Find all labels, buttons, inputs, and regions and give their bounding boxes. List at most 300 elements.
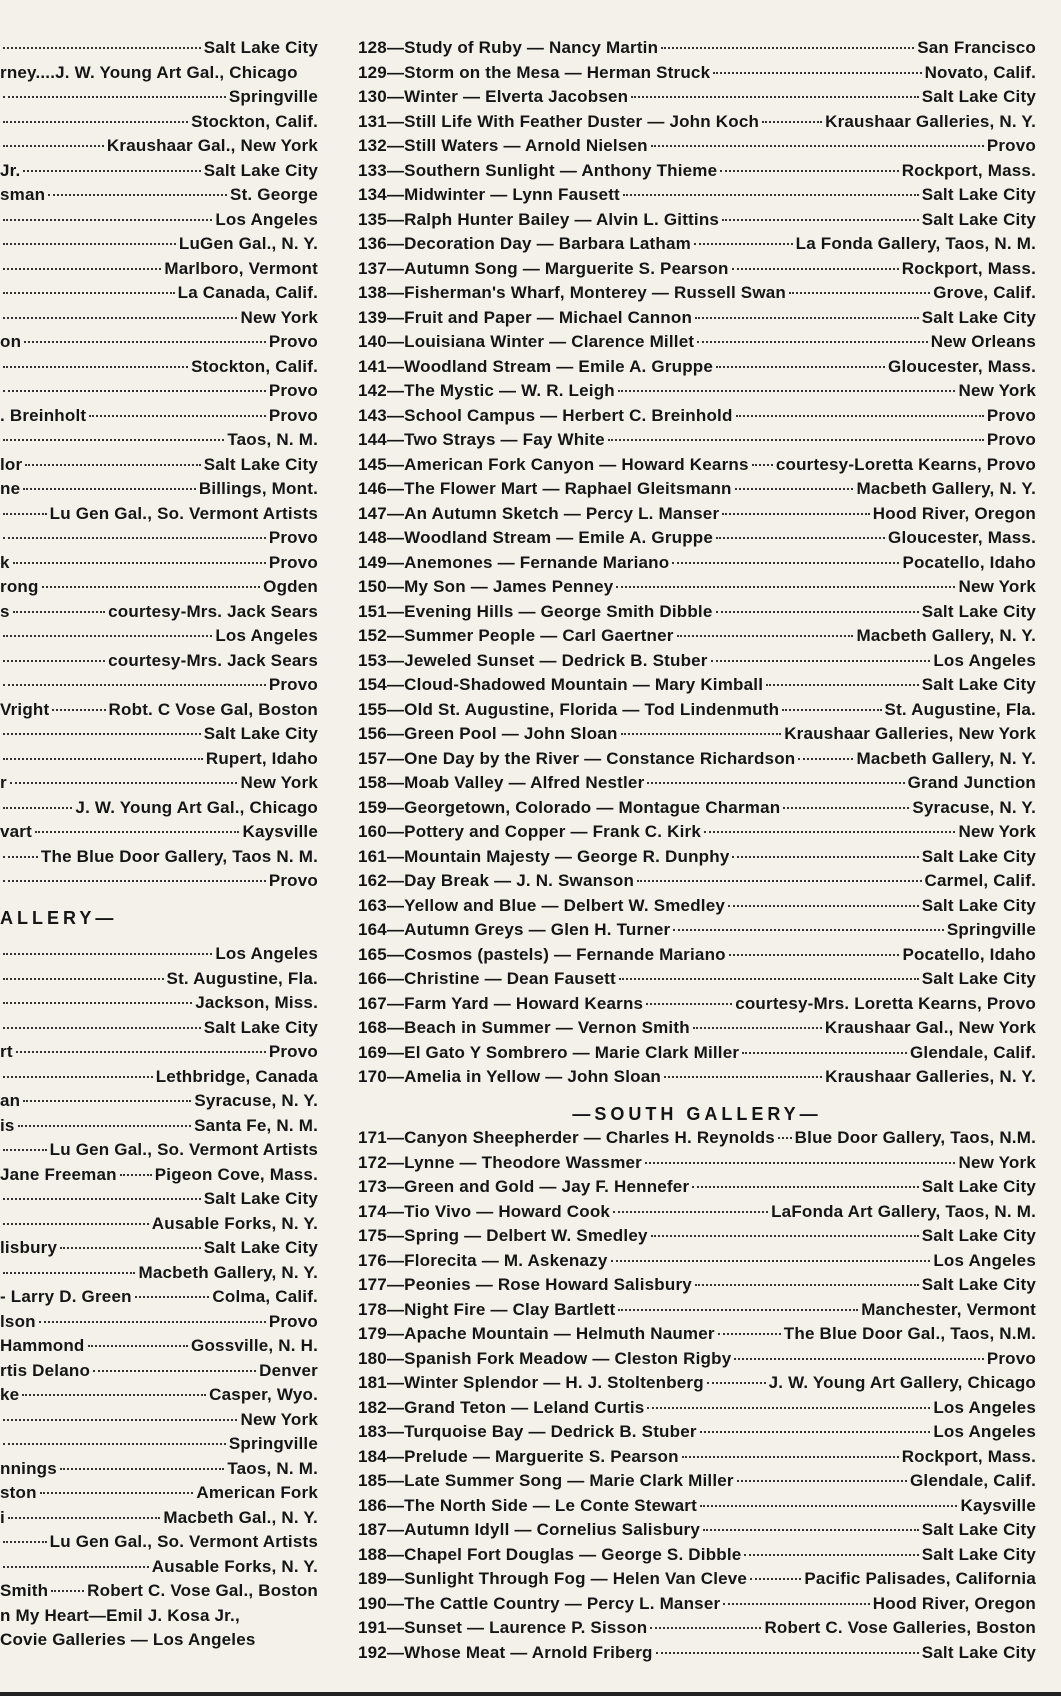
catalog-entry <box>358 673 1036 698</box>
entry-number: 159 <box>358 797 387 817</box>
entry-fragment: r <box>0 773 7 792</box>
leader-dots <box>18 1125 192 1127</box>
catalog-entry <box>358 257 1036 282</box>
entry-location: Lethbridge, Canada <box>155 1066 318 1086</box>
leader-dots <box>645 1162 955 1164</box>
entry-location: Lu Gen Gal., So. Vermont Artists <box>49 1532 318 1551</box>
entry-text: 171—Canyon Sheepherder — Charles H. Reynolds <box>358 1128 775 1147</box>
entry-title: Apache Mountain <box>404 1324 549 1343</box>
entry-location: Jackson, Miss. <box>195 993 318 1012</box>
left-entry-row <box>0 1359 318 1384</box>
entry-location: Salt Lake City <box>921 1275 1036 1294</box>
leader-dots <box>25 464 200 466</box>
left-entry-row <box>0 379 318 404</box>
left-entry-row <box>0 134 318 159</box>
entry-artist: Cornelius Salisbury <box>536 1520 701 1539</box>
leader-dots <box>650 1627 761 1629</box>
entry-location: Salt Lake City <box>921 601 1036 621</box>
leader-dots <box>3 978 164 980</box>
entry-number: 139 <box>358 307 387 327</box>
entry-artist: John Koch <box>669 111 760 131</box>
entry-text: 184—Prelude — Marguerite S. Pearson <box>358 1446 679 1466</box>
catalog-entry <box>358 110 1036 135</box>
catalog-entry <box>358 918 1036 943</box>
entry-text: 165—Cosmos (pastels) — Fernande Mariano <box>358 944 726 964</box>
entry-title: Jeweled Sunset <box>404 650 535 670</box>
entry-title: Storm on the Mesa <box>404 62 560 82</box>
entry-location: Ausable Forks, N. Y. <box>151 1213 318 1233</box>
entry-title: Still Life With Feather Duster <box>404 111 643 131</box>
leader-dots <box>693 1027 822 1029</box>
leader-dots <box>651 1235 919 1237</box>
leader-dots <box>3 145 104 147</box>
catalog-entry <box>358 1567 1036 1592</box>
entry-artist: John Sloan <box>523 724 618 743</box>
entry-location: Rockport, Mass. <box>901 1446 1036 1466</box>
entry-text: 182—Grand Teton — Leland Curtis <box>358 1397 645 1417</box>
entry-artist: Rose Howard Salisbury <box>497 1275 692 1294</box>
entry-artist: Howard Kearns <box>621 454 749 474</box>
leader-dots <box>716 366 885 368</box>
entry-title: Sunlight Through Fog <box>404 1569 586 1588</box>
entry-fragment: - Larry D. Green <box>0 1287 132 1306</box>
catalog-entry <box>358 306 1036 331</box>
entry-location: Ausable Forks, N. Y. <box>151 1556 318 1576</box>
entry-number: 154 <box>358 675 387 694</box>
entry-location: Kraushaar Gal., New York <box>106 136 318 155</box>
leader-dots <box>703 1529 919 1531</box>
entry-location: Los Angeles <box>933 1397 1036 1417</box>
leader-dots <box>48 194 227 196</box>
leader-dots <box>3 1076 153 1078</box>
left-entry-row <box>0 673 318 698</box>
left-entry-row <box>0 306 318 331</box>
entry-text: 183—Turquoise Bay — Dedrick B. Stuber <box>358 1422 697 1441</box>
entry-text: 164—Autumn Greys — Glen H. Turner <box>358 920 671 939</box>
entry-location: Lu Gen Gal., So. Vermont Artists <box>49 503 318 523</box>
catalog-entry <box>358 649 1036 674</box>
entry-location: St. Augustine, Fla. <box>166 968 318 988</box>
leader-dots <box>766 684 919 686</box>
entry-location: Los Angeles <box>933 650 1036 670</box>
entry-artist: Percy L. Manser <box>585 503 720 523</box>
entry-fragment: n My Heart—Emil J. Kosa Jr., <box>0 1605 240 1625</box>
entry-artist: Herman Struck <box>586 62 711 82</box>
leader-dots <box>3 733 201 735</box>
catalog-entry <box>358 1322 1036 1347</box>
leader-dots <box>40 1492 194 1494</box>
leader-dots <box>700 1505 957 1507</box>
entry-artist: George Smith Dibble <box>540 601 713 621</box>
entry-location: Gossville, N. H. <box>191 1336 318 1355</box>
leader-dots <box>713 72 921 74</box>
entry-location: Santa Fe, N. M. <box>194 1115 318 1135</box>
catalog-entry <box>358 1347 1036 1372</box>
entry-location: Springville <box>228 1434 318 1453</box>
left-entry-row <box>0 453 318 478</box>
entry-location: Provo <box>986 136 1036 155</box>
catalog-entry <box>358 1641 1036 1666</box>
entry-text: 145—American Fork Canyon — Howard Kearns <box>358 454 749 474</box>
entry-number: 142 <box>358 381 387 400</box>
entry-location: Macbeth Gal., N. Y. <box>163 1507 318 1527</box>
left-entry-row <box>0 1089 318 1114</box>
left-entry-row <box>0 551 318 576</box>
leader-dots <box>762 121 822 123</box>
entry-location: Syracuse, N. Y. <box>194 1091 318 1110</box>
entry-artist: Raphael Gleitsmann <box>564 479 732 498</box>
catalog-entry <box>358 1175 1036 1200</box>
leader-dots <box>3 1443 226 1445</box>
entry-number: 187 <box>358 1520 387 1539</box>
entry-number: 167 <box>358 993 387 1013</box>
catalog-entry <box>358 747 1036 772</box>
entry-location: Kraushaar Gal., New York <box>824 1018 1036 1037</box>
entry-location: Salt Lake City <box>921 895 1036 915</box>
gallery-heading-left: ALLERY— <box>0 907 118 928</box>
entry-number: 136 <box>358 234 387 253</box>
leader-dots <box>3 1149 47 1151</box>
page-bottom-edge <box>0 1692 1061 1696</box>
leader-dots <box>783 807 909 809</box>
entry-location: courtesy-Loretta Kearns, Provo <box>775 454 1036 474</box>
entry-text: 163—Yellow and Blue — Delbert W. Smedley <box>358 895 726 915</box>
entry-text: 187—Autumn Idyll — Cornelius Salisbury <box>358 1520 701 1539</box>
entry-location: Rockport, Mass. <box>901 258 1036 278</box>
left-entry-row <box>0 1628 318 1653</box>
leader-dots <box>789 292 930 294</box>
entry-location: New York <box>240 1409 318 1429</box>
leader-dots <box>135 1296 210 1298</box>
entry-artist: Howard Cook <box>498 1201 611 1221</box>
catalog-entry <box>358 1494 1036 1519</box>
catalog-entry <box>358 61 1036 86</box>
catalog-entry <box>358 36 1036 61</box>
entry-location: Robert C. Vose Galleries, Boston <box>764 1618 1036 1637</box>
entry-text: 167—Farm Yard — Howard Kearns <box>358 993 644 1013</box>
entry-text: 190—The Cattle Country — Percy L. Manser <box>358 1593 721 1613</box>
entry-text: 129—Storm on the Mesa — Herman Struck <box>358 62 711 82</box>
entry-text: 128—Study of Ruby — Nancy Martin <box>358 38 659 57</box>
entry-location: Denver <box>259 1360 318 1380</box>
entry-fragment: Vright <box>0 699 50 719</box>
leader-dots <box>3 513 47 515</box>
leader-dots <box>716 537 885 539</box>
catalog-entry <box>358 502 1036 527</box>
entry-location: Los Angeles <box>933 1422 1036 1441</box>
catalog-entry <box>358 1518 1036 1543</box>
leader-dots <box>3 1002 192 1004</box>
entry-number: 166 <box>358 969 387 988</box>
entry-text: 135—Ralph Hunter Bailey — Alvin L. Gittins <box>358 209 720 229</box>
entry-text: 169—El Gato Y Sombrero — Marie Clark Miller <box>358 1042 740 1062</box>
leader-dots <box>711 660 931 662</box>
catalog-entry <box>358 134 1036 159</box>
entry-location: Rupert, Idaho <box>205 748 318 768</box>
catalog-entry <box>358 1200 1036 1225</box>
entry-text: 174—Tio Vivo — Howard Cook <box>358 1201 611 1221</box>
left-entry-row <box>0 1334 318 1359</box>
entry-location: Salt Lake City <box>921 1642 1036 1662</box>
entry-number: 182 <box>358 1397 387 1417</box>
entry-location: Macbeth Gallery, N. Y. <box>856 626 1036 645</box>
entry-location: Billings, Mont. <box>198 479 318 498</box>
entry-artist: H. J. Stoltenberg <box>565 1373 704 1392</box>
entry-title: El Gato Y Sombrero <box>404 1042 568 1062</box>
entry-title: Florecita <box>404 1250 477 1270</box>
entry-number: 181 <box>358 1373 387 1392</box>
left-entry-row <box>0 649 318 674</box>
entry-text: 189—Sunlight Through Fog — Helen Van Cleve <box>358 1569 748 1588</box>
entry-title: Summer People <box>404 626 536 645</box>
entry-location: Provo <box>986 1348 1036 1368</box>
leader-dots <box>716 611 919 613</box>
catalog-entry <box>358 894 1036 919</box>
entry-number: 190 <box>358 1593 387 1613</box>
entry-location: Provo <box>268 871 318 890</box>
entry-text: 154—Cloud-Shadowed Mountain — Mary Kimball <box>358 675 764 694</box>
leader-dots <box>3 292 175 294</box>
leader-dots <box>3 121 188 123</box>
left-entry-row <box>0 428 318 453</box>
entry-artist: Le Conte Stewart <box>554 1495 697 1515</box>
entry-location: Salt Lake City <box>921 1226 1036 1245</box>
entry-title: Louisiana Winter <box>404 332 545 351</box>
entry-artist: Marie Clark Miller <box>589 1471 734 1490</box>
entry-artist: W. R. Leigh <box>521 381 615 400</box>
entry-location: New York <box>958 577 1036 596</box>
entry-location: Stockton, Calif. <box>191 111 318 131</box>
entry-number: 186 <box>358 1495 387 1515</box>
entry-title: Woodland Stream <box>404 528 552 547</box>
leader-dots <box>744 1554 918 1556</box>
entry-location: Glendale, Calif. <box>909 1471 1036 1490</box>
entry-number: 191 <box>358 1618 387 1637</box>
leader-dots <box>3 1419 237 1421</box>
entry-text: 192—Whose Meat — Arnold Friberg <box>358 1642 653 1662</box>
leader-dots <box>722 219 919 221</box>
leader-dots <box>3 366 188 368</box>
entry-location: Kraushaar Galleries, N. Y. <box>825 111 1036 131</box>
entry-title: Spanish Fork Meadow <box>404 1348 588 1368</box>
leader-dots <box>697 341 928 343</box>
left-entry-row <box>0 1506 318 1531</box>
entry-location: Pacific Palisades, California <box>804 1569 1036 1588</box>
entry-location: Salt Lake City <box>921 87 1036 106</box>
entry-location: La Canada, Calif. <box>177 283 318 302</box>
entry-artist: Constance Richardson <box>606 748 796 768</box>
entry-text: 132—Still Waters — Arnold Nielsen <box>358 136 648 155</box>
leader-dots <box>647 1407 930 1409</box>
entry-title: Fruit and Paper <box>404 307 532 327</box>
catalog-entry <box>358 943 1036 968</box>
entry-location: Stockton, Calif. <box>191 356 318 376</box>
leader-dots <box>8 1517 160 1519</box>
catalog-entry <box>358 428 1036 453</box>
leader-dots <box>3 317 237 319</box>
entry-artist: Herbert C. Breinhold <box>562 405 733 425</box>
catalog-entry <box>358 722 1036 747</box>
left-entry-row <box>0 796 318 821</box>
leader-dots <box>782 709 881 711</box>
entry-title: American Fork Canyon <box>404 454 595 474</box>
entry-number: 174 <box>358 1201 387 1221</box>
entry-location: Hood River, Oregon <box>872 503 1036 523</box>
entry-title: Chapel Fort Douglas <box>404 1544 575 1564</box>
entry-title: One Day by the River <box>404 748 580 768</box>
entry-title: Mountain Majesty <box>404 846 550 866</box>
entry-text: 144—Two Strays — Fay White <box>358 430 605 449</box>
leader-dots <box>3 537 266 539</box>
entry-artist: Howard Kearns <box>515 993 644 1013</box>
entry-artist: Charles H. Reynolds <box>605 1128 775 1147</box>
entry-artist: Marguerite S. Pearson <box>544 258 729 278</box>
entry-artist: Marguerite S. Pearson <box>494 1446 679 1466</box>
entry-text: 176—Florecita — M. Askenazy <box>358 1250 608 1270</box>
catalog-entry <box>358 1592 1036 1617</box>
entry-fragment: an <box>0 1091 21 1110</box>
entry-location: Los Angeles <box>215 209 318 229</box>
entry-fragment: rney....J. W. Young Art Gal., Chicago <box>0 62 298 82</box>
entry-location: New York <box>958 381 1036 400</box>
entry-artist: Vernon Smith <box>577 1018 690 1037</box>
entry-number: 147 <box>358 503 387 523</box>
leader-dots <box>3 758 203 760</box>
entry-number: 185 <box>358 1471 387 1490</box>
leader-dots <box>3 953 212 955</box>
entry-artist: Montague Charman <box>618 797 781 817</box>
leader-dots <box>3 856 38 858</box>
entry-location: Provo <box>268 1042 318 1061</box>
entry-artist: Tod Lindenmuth <box>644 699 780 719</box>
entry-artist: Emile A. Gruppe <box>578 356 714 376</box>
entry-title: Peonies <box>404 1275 471 1294</box>
entry-text: 131—Still Life With Feather Duster — John Koch <box>358 111 760 131</box>
left-entry-row <box>0 502 318 527</box>
entry-artist: Arnold Nielsen <box>524 136 648 155</box>
entry-text: 138—Fisherman's Wharf, Monterey — Russell Swan <box>358 283 786 302</box>
entry-title: Autumn Idyll <box>404 1520 510 1539</box>
entry-location: Provo <box>268 405 318 425</box>
leader-dots <box>39 1321 266 1323</box>
catalog-entry <box>358 600 1036 625</box>
left-entry-row <box>0 1187 318 1212</box>
entry-title: Two Strays <box>404 430 496 449</box>
leader-dots <box>736 415 984 417</box>
entry-number: 135 <box>358 209 387 229</box>
leader-dots <box>732 856 918 858</box>
catalog-entry <box>358 453 1036 478</box>
entry-number: 153 <box>358 650 387 670</box>
entry-number: 133 <box>358 160 387 180</box>
leader-dots <box>3 1272 135 1274</box>
entry-number: 160 <box>358 822 387 841</box>
entry-location: J. W. Young Art Gal., Chicago <box>75 797 318 817</box>
entry-artist: George R. Dunphy <box>577 846 730 866</box>
entry-location: Provo <box>268 675 318 694</box>
entry-number: 177 <box>358 1275 387 1294</box>
catalog-entry <box>358 1298 1036 1323</box>
entry-location: Salt Lake City <box>203 160 318 180</box>
catalog-entry <box>358 85 1036 110</box>
entry-text: 181—Winter Splendor — H. J. Stoltenberg <box>358 1373 704 1392</box>
entry-text: 177—Peonies — Rose Howard Salisbury <box>358 1275 692 1294</box>
entry-location: Provo <box>268 1311 318 1331</box>
catalog-entry <box>358 624 1036 649</box>
entry-artist: Emile A. Gruppe <box>578 528 714 547</box>
leader-dots <box>10 782 238 784</box>
leader-dots <box>734 1358 983 1360</box>
entry-location: Salt Lake City <box>921 209 1036 229</box>
entry-title: Winter Splendor <box>404 1373 539 1392</box>
entry-artist: Arnold Friberg <box>531 1642 653 1662</box>
left-entry-row <box>0 1481 318 1506</box>
entry-location: Kraushaar Galleries, New York <box>784 724 1036 743</box>
entry-text: 188—Chapel Fort Douglas — George S. Dibble <box>358 1544 742 1564</box>
entry-location: Salt Lake City <box>921 675 1036 694</box>
catalog-entry <box>358 1065 1036 1090</box>
left-entry-row <box>0 1383 318 1408</box>
entry-location: courtesy-Mrs. Loretta Kearns, Provo <box>735 993 1036 1013</box>
entry-artist: Glen H. Turner <box>550 920 671 939</box>
entry-title: Pottery and Copper <box>404 822 566 841</box>
entry-title: Old St. Augustine, Florida <box>404 699 618 719</box>
left-entry-row <box>0 159 318 184</box>
entry-fragment: rt <box>0 1042 13 1061</box>
entry-location: Salt Lake City <box>921 1544 1036 1564</box>
leader-dots <box>13 611 105 613</box>
entry-artist: Frank C. Kirk <box>592 822 701 841</box>
entry-text: 191—Sunset — Laurence P. Sisson <box>358 1618 648 1637</box>
entry-number: 137 <box>358 258 387 278</box>
entry-fragment: Covie Galleries — Los Angeles <box>0 1630 256 1649</box>
leader-dots <box>616 586 955 588</box>
catalog-entry <box>358 1543 1036 1568</box>
entry-location: Salt Lake City <box>203 1017 318 1037</box>
entry-number: 184 <box>358 1446 387 1466</box>
entry-location: Salt Lake City <box>921 969 1036 988</box>
left-entry-row <box>0 1236 318 1261</box>
entry-location: Salt Lake City <box>203 454 318 474</box>
entry-location: Provo <box>268 528 318 547</box>
entry-title: Canyon Sheepherder <box>404 1128 579 1147</box>
leader-dots <box>24 341 266 343</box>
entry-title: Southern Sunlight <box>404 160 555 180</box>
left-entry-row <box>0 1555 318 1580</box>
catalog-entry <box>358 1445 1036 1470</box>
catalog-entry <box>358 845 1036 870</box>
catalog-entry <box>358 771 1036 796</box>
entry-title: An Autumn Sketch <box>404 503 559 523</box>
entry-location: American Fork <box>196 1483 318 1502</box>
entry-location: Los Angeles <box>215 626 318 645</box>
entry-title: Woodland Stream <box>404 356 552 376</box>
leader-dots <box>651 145 984 147</box>
catalog-entry <box>358 1224 1036 1249</box>
entry-artist: Theodore Wassmer <box>481 1152 642 1172</box>
catalog-entry <box>358 820 1036 845</box>
entry-title: My Son <box>404 577 466 596</box>
entry-title: Tio Vivo <box>404 1201 472 1221</box>
left-entry-row <box>0 1457 318 1482</box>
entry-number: 156 <box>358 724 387 743</box>
entry-location: Provo <box>268 552 318 572</box>
entry-location: Robert C. Vose Gal., Boston <box>87 1581 318 1600</box>
entry-artist: J. N. Swanson <box>516 871 635 890</box>
entry-title: Study of Ruby <box>404 38 522 57</box>
entry-number: 169 <box>358 1042 387 1062</box>
entry-text: 180—Spanish Fork Meadow — Cleston Rigby <box>358 1348 732 1368</box>
